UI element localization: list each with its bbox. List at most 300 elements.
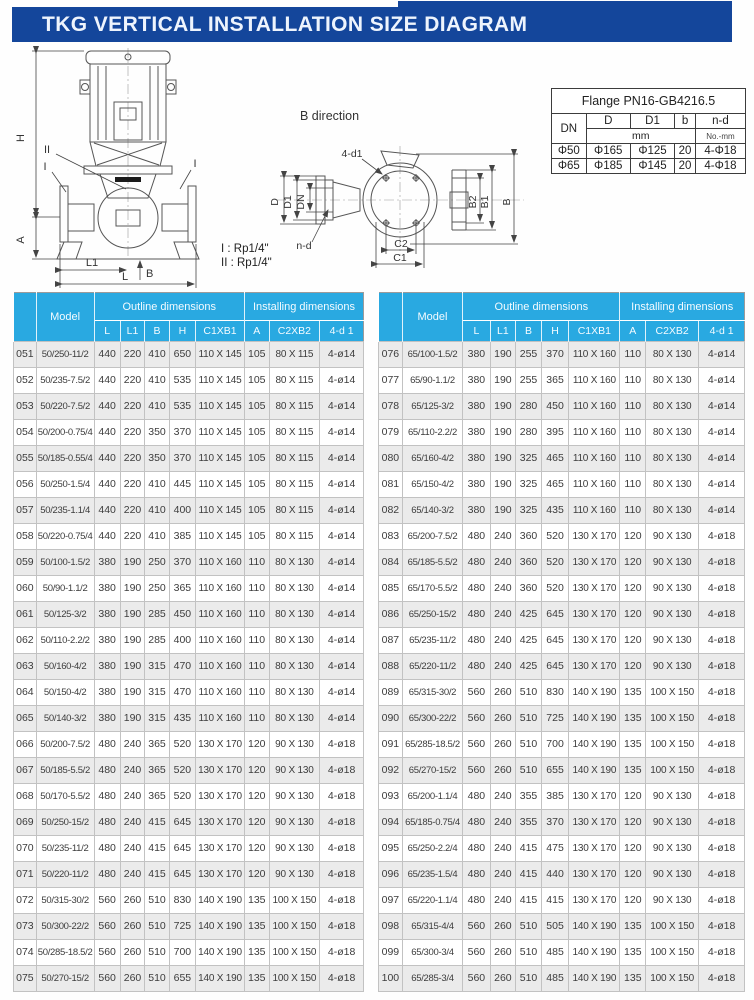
model-cell: 50/285-18.5/2 xyxy=(36,940,94,966)
dim-B: 280 xyxy=(516,394,542,420)
cell: 20 xyxy=(675,159,696,174)
dim-C1XB1: 130 X 170 xyxy=(196,732,245,758)
dim-L: 380 xyxy=(94,628,120,654)
dim-4d1: 4-ø18 xyxy=(699,550,745,576)
flange-table-wrap xyxy=(551,88,746,174)
header-model: Model xyxy=(402,293,462,342)
dim-L: 480 xyxy=(94,810,120,836)
dim-C2XB2: 80 X 130 xyxy=(646,420,699,446)
model-cell: 50/300-22/2 xyxy=(36,914,94,940)
dim-B: 410 xyxy=(145,472,170,498)
dim-L1: 190 xyxy=(490,342,516,368)
dim-C2XB2: 90 X 130 xyxy=(646,836,699,862)
dim-C1XB1: 130 X 170 xyxy=(569,550,620,576)
dim-A: 135 xyxy=(620,732,646,758)
dim-B: 285 xyxy=(145,628,170,654)
dim-label-D: D xyxy=(269,198,281,206)
dim-A: 120 xyxy=(620,524,646,550)
row-number: 068 xyxy=(14,784,37,810)
dim-L: 380 xyxy=(463,498,490,524)
model-cell: 50/185-0.55/4 xyxy=(36,446,94,472)
dim-L1: 190 xyxy=(120,602,145,628)
dim-L: 380 xyxy=(94,706,120,732)
port-label-I-right: I xyxy=(193,158,197,170)
dim-A: 135 xyxy=(245,940,270,966)
dim-L1: 190 xyxy=(120,550,145,576)
dim-4d1: 4-ø18 xyxy=(320,784,364,810)
table-row xyxy=(14,550,364,576)
dim-B: 410 xyxy=(145,394,170,420)
table-row xyxy=(379,966,745,992)
dim-C1XB1: 110 X 145 xyxy=(196,498,245,524)
b-direction-title: B direction xyxy=(300,109,360,123)
model-cell: 65/100-1.5/2 xyxy=(402,342,462,368)
dim-A: 120 xyxy=(245,862,270,888)
dim-4d1: 4-ø14 xyxy=(320,394,364,420)
flange-row xyxy=(552,144,746,159)
dim-L: 560 xyxy=(463,966,490,992)
table-row xyxy=(379,628,745,654)
table-row xyxy=(14,394,364,420)
dim-H: 370 xyxy=(169,420,195,446)
dim-H: 655 xyxy=(169,966,195,992)
dim-H: 830 xyxy=(169,888,195,914)
dim-B: 350 xyxy=(145,420,170,446)
model-cell: 50/110-2.2/2 xyxy=(36,628,94,654)
dim-B: 415 xyxy=(516,888,542,914)
header-C1XB1: C1XB1 xyxy=(196,321,245,342)
row-number: 074 xyxy=(14,940,37,966)
model-cell: 65/220-1.1/4 xyxy=(402,888,462,914)
dim-L1: 240 xyxy=(490,654,516,680)
dim-H: 485 xyxy=(541,940,568,966)
row-number: 069 xyxy=(14,810,37,836)
dim-C2XB2: 90 X 130 xyxy=(646,888,699,914)
row-number: 055 xyxy=(14,446,37,472)
model-cell: 50/140-3/2 xyxy=(36,706,94,732)
row-number: 065 xyxy=(14,706,37,732)
dim-H: 365 xyxy=(541,368,568,394)
dim-L: 380 xyxy=(463,394,490,420)
dim-H: 535 xyxy=(169,368,195,394)
dim-4d1: 4-ø18 xyxy=(320,732,364,758)
dim-4d1: 4-ø18 xyxy=(699,966,745,992)
dim-4d1: 4-ø18 xyxy=(699,524,745,550)
dim-label-C2: C2 xyxy=(394,238,408,250)
dim-B: 285 xyxy=(145,602,170,628)
dim-C2XB2: 80 X 130 xyxy=(269,706,320,732)
dim-A: 110 xyxy=(620,342,646,368)
dim-L: 560 xyxy=(463,732,490,758)
dimension-tables xyxy=(13,292,745,992)
dim-4d1: 4-ø18 xyxy=(320,940,364,966)
row-number: 095 xyxy=(379,836,403,862)
dim-L: 560 xyxy=(94,914,120,940)
dim-label-B: B xyxy=(146,268,154,280)
port-note-i: I : Rp1/4" xyxy=(221,243,269,255)
row-number: 083 xyxy=(379,524,403,550)
table-row xyxy=(379,680,745,706)
model-cell: 65/125-3/2 xyxy=(402,394,462,420)
dim-H: 435 xyxy=(169,706,195,732)
dim-A: 110 xyxy=(620,472,646,498)
dim-H: 465 xyxy=(541,446,568,472)
dim-C2XB2: 100 X 150 xyxy=(646,706,699,732)
dim-H: 520 xyxy=(541,550,568,576)
dim-L1: 240 xyxy=(490,888,516,914)
dim-B: 365 xyxy=(145,758,170,784)
dim-L1: 240 xyxy=(490,576,516,602)
dim-label-H: H xyxy=(15,134,27,142)
port-thread-notes xyxy=(221,242,272,270)
dim-A: 110 xyxy=(620,368,646,394)
dim-B: 510 xyxy=(516,732,542,758)
dim-A: 105 xyxy=(245,368,270,394)
dim-L1: 190 xyxy=(490,446,516,472)
dim-C2XB2: 100 X 150 xyxy=(646,966,699,992)
row-number: 052 xyxy=(14,368,37,394)
dim-label-B: B xyxy=(501,198,513,206)
header-row-number xyxy=(14,293,37,342)
table-row xyxy=(379,550,745,576)
dim-A: 135 xyxy=(245,888,270,914)
flange-col-dn: DN xyxy=(552,114,587,144)
table-row xyxy=(379,888,745,914)
model-cell: 65/235-11/2 xyxy=(402,628,462,654)
dim-A: 120 xyxy=(620,654,646,680)
table-row xyxy=(14,524,364,550)
header-L: L xyxy=(463,321,490,342)
dim-L1: 240 xyxy=(120,758,145,784)
dim-H: 655 xyxy=(541,758,568,784)
dim-C1XB1: 110 X 145 xyxy=(196,368,245,394)
dim-C1XB1: 130 X 170 xyxy=(196,810,245,836)
header-C1XB1: C1XB1 xyxy=(569,321,620,342)
dim-4d1: 4-ø14 xyxy=(699,342,745,368)
cell: 20 xyxy=(675,144,696,159)
table-row xyxy=(14,966,364,992)
row-number: 077 xyxy=(379,368,403,394)
dim-C1XB1: 140 X 190 xyxy=(569,758,620,784)
dim-L1: 240 xyxy=(490,862,516,888)
model-cell: 65/200-7.5/2 xyxy=(402,524,462,550)
dim-C2XB2: 90 X 130 xyxy=(269,758,320,784)
right-table-body xyxy=(379,342,745,992)
header-B: B xyxy=(145,321,170,342)
port-note-ii: II : Rp1/4" xyxy=(221,257,272,269)
dim-A: 105 xyxy=(245,394,270,420)
dim-B: 510 xyxy=(516,940,542,966)
row-number: 089 xyxy=(379,680,403,706)
cell: Φ50 xyxy=(552,144,587,159)
dim-A: 120 xyxy=(245,810,270,836)
model-cell: 65/185-0.75/4 xyxy=(402,810,462,836)
dim-C1XB1: 140 X 190 xyxy=(569,966,620,992)
table-row xyxy=(379,342,745,368)
dim-L1: 220 xyxy=(120,524,145,550)
dim-B: 410 xyxy=(145,498,170,524)
dim-C1XB1: 140 X 190 xyxy=(569,940,620,966)
dim-L1: 220 xyxy=(120,446,145,472)
model-cell: 50/220-7.5/2 xyxy=(36,394,94,420)
dim-A: 120 xyxy=(245,836,270,862)
dim-B: 510 xyxy=(516,680,542,706)
dim-B: 415 xyxy=(145,810,170,836)
dim-C1XB1: 130 X 170 xyxy=(569,862,620,888)
dim-4d1: 4-ø14 xyxy=(699,394,745,420)
model-cell: 65/170-5.5/2 xyxy=(402,576,462,602)
table-row xyxy=(14,914,364,940)
dim-C1XB1: 110 X 160 xyxy=(196,550,245,576)
dim-H: 645 xyxy=(169,836,195,862)
dim-H: 725 xyxy=(541,706,568,732)
dim-C2XB2: 80 X 130 xyxy=(646,394,699,420)
table-row xyxy=(14,940,364,966)
dim-C1XB1: 130 X 170 xyxy=(569,628,620,654)
header-outline-group: Outline dimensions xyxy=(463,293,620,321)
dim-label-A: A xyxy=(15,236,27,244)
dim-H: 450 xyxy=(541,394,568,420)
model-cell: 50/125-3/2 xyxy=(36,602,94,628)
dim-L1: 260 xyxy=(490,680,516,706)
model-cell: 65/300-22/2 xyxy=(402,706,462,732)
dim-H: 520 xyxy=(169,732,195,758)
row-number: 072 xyxy=(14,888,37,914)
row-number: 062 xyxy=(14,628,37,654)
dim-L1: 260 xyxy=(120,940,145,966)
row-number: 084 xyxy=(379,550,403,576)
row-number: 090 xyxy=(379,706,403,732)
table-row xyxy=(379,368,745,394)
dim-C1XB1: 130 X 170 xyxy=(196,758,245,784)
dim-H: 485 xyxy=(541,966,568,992)
dim-L: 480 xyxy=(463,784,490,810)
model-cell: 50/250-1.5/4 xyxy=(36,472,94,498)
dim-4d1: 4-ø18 xyxy=(699,914,745,940)
dim-H: 520 xyxy=(169,758,195,784)
row-number: 053 xyxy=(14,394,37,420)
row-number: 076 xyxy=(379,342,403,368)
header-B: B xyxy=(516,321,542,342)
port-label-II: II xyxy=(43,144,51,156)
dim-C2XB2: 100 X 150 xyxy=(646,680,699,706)
dim-C1XB1: 130 X 170 xyxy=(569,810,620,836)
dim-C2XB2: 90 X 130 xyxy=(646,654,699,680)
dim-C1XB1: 110 X 145 xyxy=(196,446,245,472)
cell: Φ185 xyxy=(586,159,630,174)
model-cell: 65/150-4/2 xyxy=(402,472,462,498)
flange-unit-mm: mm xyxy=(586,129,695,144)
dim-B: 415 xyxy=(516,862,542,888)
row-number: 060 xyxy=(14,576,37,602)
dim-C2XB2: 90 X 130 xyxy=(269,862,320,888)
dim-4d1: 4-ø14 xyxy=(320,680,364,706)
dim-A: 135 xyxy=(620,680,646,706)
dim-4d1: 4-ø18 xyxy=(320,914,364,940)
dim-H: 830 xyxy=(541,680,568,706)
dim-L: 480 xyxy=(463,810,490,836)
dim-H: 700 xyxy=(541,732,568,758)
table-row xyxy=(14,628,364,654)
table-row xyxy=(379,940,745,966)
dim-C2XB2: 80 X 115 xyxy=(269,472,320,498)
model-cell: 50/160-4/2 xyxy=(36,654,94,680)
model-cell: 65/285-3/4 xyxy=(402,966,462,992)
dim-C2XB2: 80 X 130 xyxy=(646,472,699,498)
row-number: 080 xyxy=(379,446,403,472)
dim-L: 480 xyxy=(94,862,120,888)
dim-L: 380 xyxy=(94,602,120,628)
dim-L: 480 xyxy=(94,732,120,758)
dim-A: 120 xyxy=(620,602,646,628)
dim-C1XB1: 130 X 170 xyxy=(569,576,620,602)
dim-4d1: 4-ø18 xyxy=(699,758,745,784)
model-cell: 50/185-5.5/2 xyxy=(36,758,94,784)
dim-C1XB1: 140 X 190 xyxy=(196,914,245,940)
dim-H: 465 xyxy=(541,472,568,498)
dimension-lines xyxy=(32,51,196,288)
dim-C2XB2: 80 X 115 xyxy=(269,420,320,446)
table-row xyxy=(14,576,364,602)
dim-C2XB2: 80 X 130 xyxy=(269,602,320,628)
dim-L1: 260 xyxy=(490,706,516,732)
model-cell: 50/220-0.75/4 xyxy=(36,524,94,550)
dim-4d1: 4-ø18 xyxy=(320,862,364,888)
table-row xyxy=(379,446,745,472)
dim-C1XB1: 130 X 170 xyxy=(196,836,245,862)
dim-A: 110 xyxy=(245,602,270,628)
dim-C1XB1: 110 X 145 xyxy=(196,342,245,368)
dim-C1XB1: 130 X 170 xyxy=(569,784,620,810)
table-row xyxy=(379,420,745,446)
dim-4d1: 4-ø14 xyxy=(320,472,364,498)
dim-L1: 240 xyxy=(490,810,516,836)
dim-C2XB2: 80 X 130 xyxy=(646,342,699,368)
dim-B: 510 xyxy=(516,706,542,732)
dim-B: 360 xyxy=(516,524,542,550)
b-direction-drawing xyxy=(240,126,530,284)
header-L1: L1 xyxy=(120,321,145,342)
dim-L1: 220 xyxy=(120,394,145,420)
dim-A: 110 xyxy=(245,680,270,706)
table-row xyxy=(379,810,745,836)
dim-L1: 240 xyxy=(490,836,516,862)
dim-C2XB2: 90 X 130 xyxy=(646,602,699,628)
dim-L1: 220 xyxy=(120,472,145,498)
dim-L: 380 xyxy=(94,654,120,680)
row-number: 096 xyxy=(379,862,403,888)
dim-C2XB2: 90 X 130 xyxy=(646,524,699,550)
dim-H: 385 xyxy=(541,784,568,810)
dim-4d1: 4-ø14 xyxy=(699,472,745,498)
dim-B: 250 xyxy=(145,550,170,576)
dim-B: 255 xyxy=(516,342,542,368)
dim-L: 480 xyxy=(463,550,490,576)
dim-A: 120 xyxy=(245,784,270,810)
dim-H: 650 xyxy=(169,342,195,368)
dim-B: 360 xyxy=(516,576,542,602)
dim-L1: 190 xyxy=(490,498,516,524)
dim-4d1: 4-ø18 xyxy=(699,602,745,628)
dim-L: 480 xyxy=(463,836,490,862)
dim-H: 505 xyxy=(541,914,568,940)
dim-B: 510 xyxy=(516,758,542,784)
left-table-body xyxy=(14,342,364,992)
dim-4d1: 4-ø18 xyxy=(320,888,364,914)
port-label-I-left: I xyxy=(43,161,47,173)
dim-L1: 260 xyxy=(120,914,145,940)
dim-C1XB1: 110 X 160 xyxy=(569,472,620,498)
header-L: L xyxy=(94,321,120,342)
cell: Φ65 xyxy=(552,159,587,174)
dim-B: 315 xyxy=(145,680,170,706)
dim-B: 415 xyxy=(145,836,170,862)
header-C2XB2: C2XB2 xyxy=(269,321,320,342)
dim-L: 560 xyxy=(94,966,120,992)
table-row xyxy=(14,706,364,732)
dim-L1: 260 xyxy=(490,732,516,758)
dim-C2XB2: 100 X 150 xyxy=(269,940,320,966)
dim-4d1: 4-ø18 xyxy=(699,784,745,810)
dim-H: 415 xyxy=(541,888,568,914)
dim-L1: 260 xyxy=(490,758,516,784)
dim-4d1: 4-ø18 xyxy=(699,654,745,680)
dim-4d1: 4-ø18 xyxy=(699,888,745,914)
dim-4d1: 4-ø18 xyxy=(699,628,745,654)
header-A: A xyxy=(620,321,646,342)
dimension-table-left xyxy=(13,292,364,992)
dim-B: 325 xyxy=(516,446,542,472)
model-cell: 65/235-1.5/4 xyxy=(402,862,462,888)
row-number: 075 xyxy=(14,966,37,992)
dim-4d1: 4-ø14 xyxy=(320,524,364,550)
dim-L1: 190 xyxy=(120,654,145,680)
title-banner xyxy=(12,7,732,42)
table-row xyxy=(14,862,364,888)
dim-C2XB2: 90 X 130 xyxy=(646,810,699,836)
dim-B: 410 xyxy=(145,368,170,394)
dim-C1XB1: 110 X 160 xyxy=(196,602,245,628)
flange-col-b: b xyxy=(675,114,696,129)
dim-C2XB2: 90 X 130 xyxy=(646,784,699,810)
dim-4d1: 4-ø14 xyxy=(699,498,745,524)
dim-L: 380 xyxy=(463,368,490,394)
dim-B: 365 xyxy=(145,732,170,758)
dim-4d1: 4-ø18 xyxy=(320,758,364,784)
row-number: 093 xyxy=(379,784,403,810)
dim-L: 480 xyxy=(94,784,120,810)
table-row xyxy=(14,654,364,680)
dim-A: 120 xyxy=(620,628,646,654)
dim-B: 425 xyxy=(516,602,542,628)
dim-H: 725 xyxy=(169,914,195,940)
volute-outline xyxy=(316,151,468,237)
dim-A: 120 xyxy=(620,810,646,836)
dim-4d1: 4-ø14 xyxy=(320,446,364,472)
dim-H: 645 xyxy=(169,862,195,888)
dim-H: 370 xyxy=(541,810,568,836)
dim-H: 645 xyxy=(541,602,568,628)
model-cell: 65/270-15/2 xyxy=(402,758,462,784)
row-number: 097 xyxy=(379,888,403,914)
dim-L: 480 xyxy=(463,654,490,680)
row-number: 070 xyxy=(14,836,37,862)
dim-L: 560 xyxy=(94,940,120,966)
dim-H: 445 xyxy=(169,472,195,498)
dim-A: 110 xyxy=(620,446,646,472)
model-cell: 50/235-7.5/2 xyxy=(36,368,94,394)
dim-H: 365 xyxy=(169,576,195,602)
